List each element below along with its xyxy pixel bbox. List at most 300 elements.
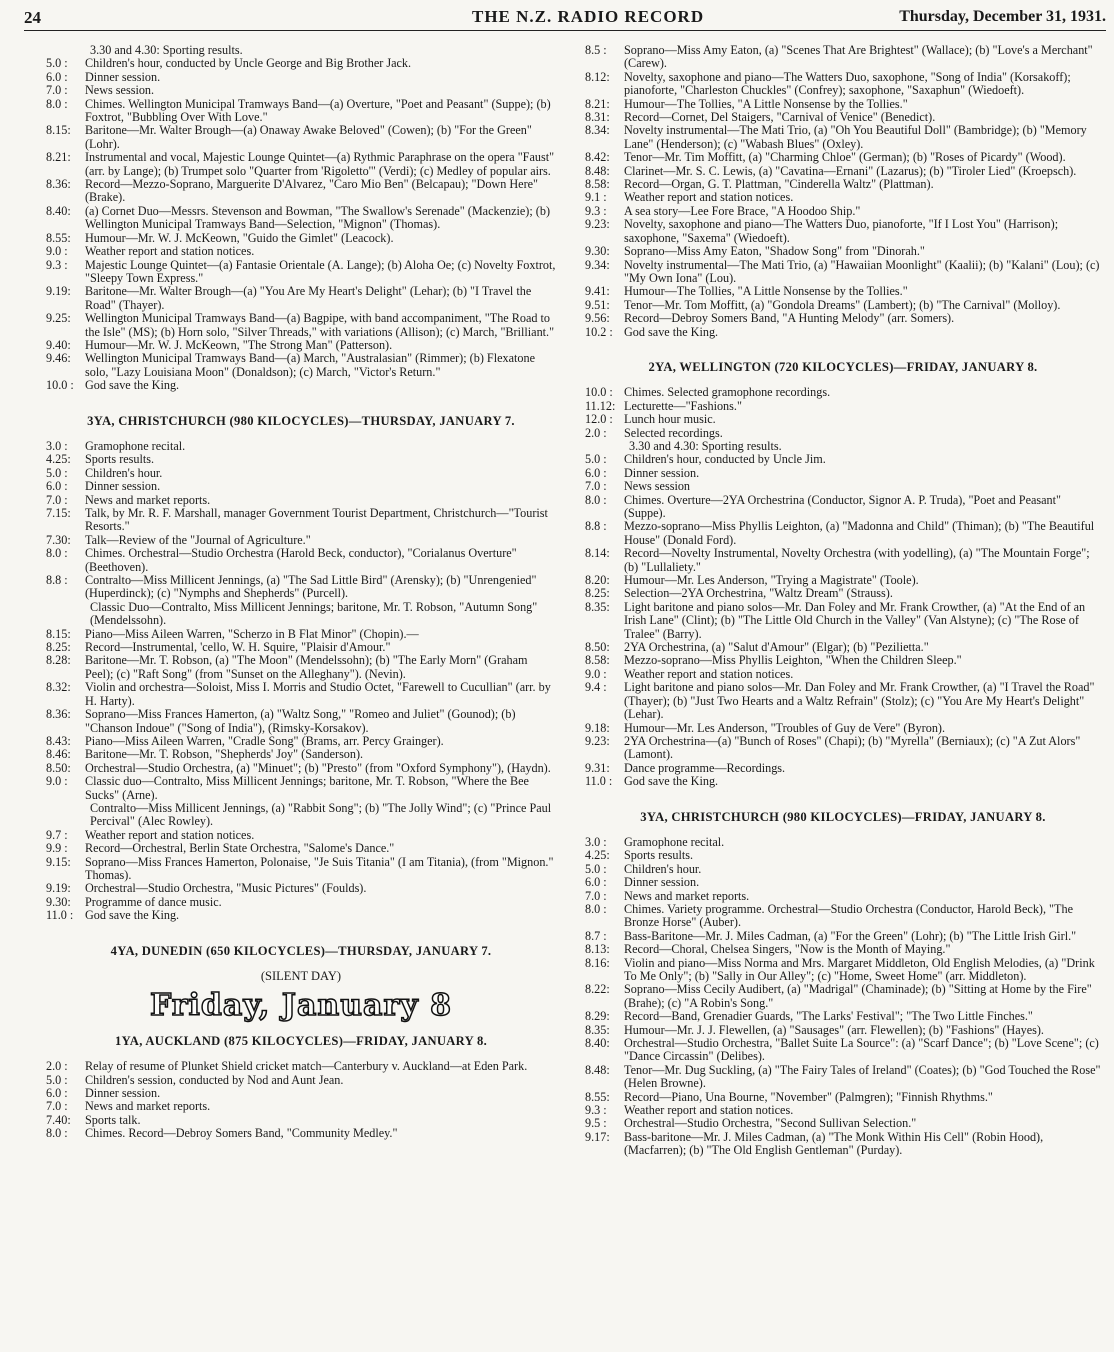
entry-text: Children's hour, conducted by Uncle George and Big Brother Jack.	[85, 56, 412, 71]
entry-text: Weather report and station notices.	[85, 244, 255, 259]
entry-text: Humour—Mr. Les Anderson, "Trying a Magistrate" (Toole).	[624, 573, 919, 588]
entry-text: Children's hour, conducted by Uncle Jim.	[624, 452, 826, 467]
entry-text: God save the King.	[624, 774, 719, 789]
programme-entry	[585, 601, 1101, 641]
entry-text: Piano—Miss Aileen Warren, "Cradle Song" (Brams, arr. Percy Grainger).	[85, 733, 444, 748]
programme-entry	[585, 111, 1101, 124]
entry-time: 6.0 :	[585, 465, 607, 480]
entry-text: Talk, by Mr. R. F. Marshall, manager Government Tourist Department, Christchurch—"Tourist Resorts."	[85, 506, 548, 534]
entry-time: 8.58:	[585, 653, 610, 668]
programme-entry	[585, 943, 1101, 956]
silent-day-note: (SILENT DAY)	[260, 969, 342, 983]
entry-text: Gramophone recital.	[85, 438, 186, 453]
entry-text: Orchestral—Studio Orchestra, (a) "Minuet"; (b) "Presto" (from "Oxford Symphony"), (Haydn).	[85, 760, 551, 775]
entry-time: 9.51:	[585, 297, 610, 312]
programme-entry	[585, 98, 1101, 111]
entry-text: Tenor—Mr. Tom Moffitt, (a) "Gondola Dreams" (Lambert); (b) "The Carnival" (Molloy).	[624, 297, 1061, 312]
programme-entry	[46, 842, 556, 855]
entry-time: 8.0 :	[585, 492, 607, 507]
masthead-title: THE N.Z. RADIO RECORD	[472, 7, 705, 26]
entry-time: 8.15:	[46, 626, 71, 641]
entry-time: 9.0 :	[585, 666, 607, 681]
entry-text: Classic Duo—Contralto, Miss Millicent Jennings; baritone, Mr. T. Robson, "Autumn Song" (Mendelssohn).	[90, 599, 538, 628]
entry-text: Lunch hour music.	[624, 412, 716, 427]
programme-entry	[585, 151, 1101, 164]
entry-time: 8.35:	[585, 1022, 610, 1037]
entry-text: Novelty instrumental—The Mati Trio, (a) "Hawaiian Moonlight" (Kaalii); (b) "Kalani" (Lou); (c) "My Own Iona" (Lou).	[624, 257, 1100, 285]
programme-entry	[46, 909, 556, 922]
programme-entry	[585, 547, 1101, 574]
entry-text: Chimes. Variety programme. Orchestral—Studio Orchestra (Conductor, Harold Beck), "The Bronze Horse" (Auber).	[624, 901, 1073, 930]
entry-time: 9.30:	[585, 244, 610, 259]
programme-entry	[585, 218, 1101, 245]
programme-entry	[46, 654, 556, 681]
page-number: 24	[24, 8, 41, 27]
programme-entry	[46, 534, 556, 547]
entry-text: Record—Piano, Una Bourne, "November" (Palmgren); "Finnish Rhythms."	[624, 1089, 993, 1104]
entry-time: 8.25:	[46, 640, 71, 655]
entry-text: Wellington Municipal Tramways Band—(a) Bagpipe, with band accompaniment, "The Road to the Isle" (MS); (b) Horn solo, "Silver Threads," with variations (Allison); (c) March, "Brilliant."	[85, 311, 555, 339]
left-column	[46, 44, 556, 1141]
entry-time: 3.0 :	[46, 438, 68, 453]
entry-text: Record—Band, Grenadier Guards, "The Larks' Festival"; "The Two Little Finches."	[624, 1009, 1033, 1024]
entry-text: Mezzo-soprano—Miss Phyllis Leighton, (a) "Madonna and Child" (Thiman); (b) "The Beautiful House" (Donald Ford).	[624, 519, 1095, 547]
entry-time: 10.0 :	[585, 385, 613, 400]
entry-text: Bass-baritone—Mr. J. Miles Cadman, (a) "The Monk Within His Cell" (Robin Hood), (Macfarren); (b) "The Old English Gentleman" (Purday).	[624, 1129, 1044, 1158]
programme-entry	[585, 903, 1101, 930]
entry-time: 8.34:	[585, 123, 610, 138]
entry-text: God save the King.	[85, 378, 180, 393]
entry-text: Orchestral—Studio Orchestra, "Second Sullivan Selection."	[624, 1116, 917, 1131]
programme-entry	[585, 735, 1101, 762]
entry-time: 9.3 :	[585, 1103, 607, 1118]
entry-time: 8.29:	[585, 1009, 610, 1024]
entry-text: Baritone—Mr. T. Robson, (a) "The Moon" (Mendelssohn); (b) "The Early Morn" (Graham Peel); (c) "Raft Song" (from "Sunset on the Alleghany"). (Nevin).	[85, 653, 528, 681]
programme-entry	[585, 71, 1101, 98]
programme-entry	[46, 748, 556, 761]
programme-entry	[46, 601, 556, 628]
programme-entry	[46, 178, 556, 205]
entry-time: 8.0 :	[46, 1126, 68, 1141]
programme-entry	[585, 1104, 1101, 1117]
programme-entry	[46, 735, 556, 748]
programme-entry	[585, 480, 1101, 493]
entry-time: 2.0 :	[585, 425, 607, 440]
entry-time: 5.0 :	[46, 1072, 68, 1087]
entry-time: 5.0 :	[46, 465, 68, 480]
entry-time: 10.0 :	[46, 378, 74, 393]
programme-entry	[46, 379, 556, 392]
programme-entry	[46, 98, 556, 125]
programme-entry	[585, 520, 1101, 547]
entry-text: Soprano—Miss Frances Hamerton, Polonaise, "Je Suis Titania" (I am Titania), (from "Mignon." Thomas).	[85, 854, 554, 882]
entry-text: Novelty instrumental—The Mati Trio, (a) "Oh You Beautiful Doll" (Bambridge); (b) "Memory Lane" (Henderson); (c) "Wabash Blues" (Oxley).	[624, 123, 1087, 151]
entry-time: 9.0 :	[46, 244, 68, 259]
programme-entry	[585, 681, 1101, 721]
entry-text: Dinner session.	[85, 479, 161, 494]
programme-entry	[585, 178, 1101, 191]
entry-text: Piano—Miss Aileen Warren, "Scherzo in B Flat Minor" (Chopin).—	[85, 626, 419, 641]
programme-entry	[585, 775, 1101, 788]
entry-text: Humour—Mr. W. J. McKeown, "Guido the Gimlet" (Leacock).	[85, 230, 394, 245]
entry-time: 9.23:	[585, 217, 610, 232]
entry-time: 8.0 :	[46, 96, 68, 111]
entry-text: Soprano—Miss Frances Hamerton, (a) "Waltz Song," "Romeo and Juliet" (Gounod); (b) "Chanson Indoue" ("Song of India"), (Rimsky-Korsakov).	[85, 707, 516, 735]
entry-time: 9.46:	[46, 351, 71, 366]
entry-time: 4.25:	[585, 848, 610, 863]
entry-text: Dinner session.	[85, 69, 161, 84]
programme-entry	[585, 386, 1101, 399]
programme-entry	[46, 628, 556, 641]
entry-time: 4.25:	[46, 452, 71, 467]
entry-time: 8.42:	[585, 150, 610, 165]
programme-entry	[46, 829, 556, 842]
right-column	[585, 44, 1101, 1158]
programme-entry	[46, 71, 556, 84]
entry-text: Tenor—Mr. Dug Suckling, (a) "The Fairy Tales of Ireland" (Coates); (b) "God Touched the Rose" (Helen Browne).	[624, 1062, 1101, 1091]
entry-time: 9.3 :	[46, 257, 68, 272]
programme-entry	[585, 400, 1101, 413]
entry-time: 8.8 :	[46, 573, 68, 588]
entry-time: 10.2 :	[585, 324, 613, 339]
entry-time: 8.28:	[46, 653, 71, 668]
programme-entry	[46, 285, 556, 312]
entry-text: God save the King.	[85, 908, 180, 923]
entry-time: 6.0 :	[46, 1086, 68, 1101]
programme-entry	[585, 44, 1101, 71]
programme-entry	[46, 467, 556, 480]
programme-entry	[585, 205, 1101, 218]
entry-text: Novelty, saxophone and piano—The Watters Duo, pianoforte, "If I Lost You" (Harrison); saxophone, "Saxema" (Wiedoeft).	[624, 217, 1059, 245]
programme-entry	[46, 641, 556, 654]
entry-time: 9.18:	[585, 720, 610, 735]
entry-text: Relay of resume of Plunket Shield cricket match—Canterbury v. Auckland—at Eden Park.	[85, 1059, 528, 1074]
programme-entry	[46, 1114, 556, 1127]
programme-entry	[46, 708, 556, 735]
programme-entry	[585, 876, 1101, 889]
entry-time: 7.0 :	[585, 888, 607, 903]
entry-time: 9.56:	[585, 311, 610, 326]
entry-time: 9.19:	[46, 881, 71, 896]
entry-time: 8.25:	[585, 586, 610, 601]
entry-time: 8.20:	[585, 573, 610, 588]
entry-time: 8.7 :	[585, 928, 607, 943]
entry-text: Lecturette—"Fashions."	[624, 398, 742, 413]
programme-entry	[46, 339, 556, 352]
programme-entry	[585, 1117, 1101, 1130]
programme-entry	[46, 259, 556, 286]
programme-entry	[46, 1100, 556, 1113]
entry-text: Children's hour.	[85, 465, 163, 480]
programme-entry	[585, 762, 1101, 775]
programme-entry	[46, 453, 556, 466]
entry-time: 9.1 :	[585, 190, 607, 205]
programme-entry	[46, 762, 556, 775]
programme-entry	[46, 681, 556, 708]
entry-time: 8.14:	[585, 546, 610, 561]
entry-text: Sports talk.	[85, 1112, 141, 1127]
programme-entry	[46, 352, 556, 379]
page-header	[24, 4, 1106, 31]
entry-text: Chimes. Overture—2YA Orchestrina (Conductor, Signor A. P. Truda), "Poet and Peasant" (Suppe).	[624, 492, 1061, 520]
station-heading: 1YA, AUCKLAND (875 KILOCYCLES)—FRIDAY, JANUARY 8.	[114, 1033, 488, 1048]
entry-text: Chimes. Orchestral—Studio Orchestra (Harold Beck, conductor), "Corialanus Overture" (Beethoven).	[85, 546, 517, 574]
programme-entry	[585, 467, 1101, 480]
entry-text: Weather report and station notices.	[624, 666, 794, 681]
programme-entry	[585, 1131, 1101, 1158]
entry-text: 3.30 and 4.30: Sporting results.	[629, 438, 782, 453]
entry-text: Violin and orchestra—Soloist, Miss I. Morris and Studio Octet, "Farewell to Cucullian" (arr. by H. Harty).	[85, 680, 551, 708]
programme-entry	[46, 1074, 556, 1087]
entry-time: 8.8 :	[585, 519, 607, 534]
programme-entry	[46, 896, 556, 909]
entry-text: (a) Cornet Duo—Messrs. Stevenson and Bowman, "The Swallow's Serenade" (Mackenzie); (b) Wellington Municipal Tramways Band—Selection, "Mignon" (Thomas).	[85, 203, 550, 232]
entry-time: 8.48:	[585, 163, 610, 178]
entry-text: Humour—The Tollies, "A Little Nonsense by the Tollies."	[624, 96, 908, 111]
entry-time: 12.0 :	[585, 412, 613, 427]
programme-entry	[46, 57, 556, 70]
programme-entry	[585, 494, 1101, 521]
entry-text: Humour—The Tollies, "A Little Nonsense by the Tollies."	[624, 284, 908, 299]
entry-text: Chimes. Wellington Municipal Tramways Band—(a) Overture, "Poet and Peasant" (Suppe); (b) Foxtrot, "Bubbling Over With Love."	[85, 96, 551, 125]
programme-entry	[46, 507, 556, 534]
programme-entry	[585, 326, 1101, 339]
entry-text: Orchestral—Studio Orchestra, "Music Pictures" (Foulds).	[85, 881, 367, 896]
entry-text: Programme of dance music.	[85, 894, 222, 909]
programme-entry	[585, 312, 1101, 325]
programme-entry	[585, 890, 1101, 903]
programme-entry	[46, 856, 556, 883]
programme-entry	[585, 259, 1101, 286]
programme-entry	[585, 863, 1101, 876]
programme-entry	[46, 124, 556, 151]
programme-entry	[585, 440, 1101, 453]
entry-text: Record—Mezzo-Soprano, Marguerite D'Alvarez, "Caro Mio Ben" (Belcapau); "Down Here" (Brake).	[85, 177, 539, 205]
entry-text: Sports results.	[85, 452, 155, 467]
entry-text: Violin and piano—Miss Norma and Mrs. Margaret Middleton, Old English Melodies, (a) "Drink To Me Only"; (b) "Sally in Our Alley"; (c) "Home, Sweet Home" (arr. Middleton).	[624, 955, 1095, 983]
entry-text: Selection—2YA Orchestrina, "Waltz Dream" (Strauss).	[624, 586, 893, 601]
entry-time: 7.15:	[46, 506, 71, 520]
entry-text: Talk—Review of the "Journal of Agriculture."	[85, 532, 311, 547]
programme-entry	[46, 480, 556, 493]
entry-time: 11.12:	[585, 398, 616, 413]
entry-text: Baritone—Mr. Walter Brough—(a) Onaway Awake Beloved" (Cowen); (b) "For the Green" (Lohr).	[85, 123, 532, 151]
programme-entry	[585, 849, 1101, 862]
programme-entry	[585, 453, 1101, 466]
entry-text: Dinner session.	[85, 1086, 161, 1101]
entry-time: 5.0 :	[46, 56, 68, 71]
programme-entry	[585, 245, 1101, 258]
entry-time: 8.50:	[585, 640, 610, 655]
entry-time: 8.50:	[46, 760, 71, 775]
entry-text: Weather report and station notices.	[624, 1103, 794, 1118]
entry-text: Light baritone and piano solos—Mr. Dan Foley and Mr. Frank Crowther, (a) "At the End of an Irish Lane" (Clint); (b) "The Little Old Church in the Valley" (Van Alstyne); (c) "The Rose of Tralee" (Barry).	[624, 599, 1086, 641]
entry-time: 7.30:	[46, 532, 71, 547]
entry-time: 9.7 :	[46, 827, 68, 842]
entry-text: Dinner session.	[624, 875, 700, 890]
entry-time: 8.15:	[46, 123, 71, 138]
entry-text: Record—Orchestral, Berlin State Orchestra, "Salome's Dance."	[85, 841, 395, 856]
entry-time: 7.0 :	[46, 492, 68, 507]
programme-entry	[46, 205, 556, 232]
programme-entry	[585, 722, 1101, 735]
entry-text: Soprano—Miss Amy Eaton, (a) "Scenes That Are Brightest" (Wallace); (b) "Love's a Merchant" (Carew).	[624, 43, 1093, 71]
station-heading: 3YA, CHRISTCHURCH (980 KILOCYCLES)—FRIDAY, JANUARY 8.	[640, 809, 1046, 824]
entry-text: Selected recordings.	[624, 425, 723, 440]
entry-time: 9.31:	[585, 760, 610, 775]
programme-entry	[585, 1091, 1101, 1104]
entry-time: 8.21:	[585, 96, 610, 111]
entry-time: 6.0 :	[46, 479, 68, 494]
entry-text: Classic duo—Contralto, Miss Millicent Jennings; baritone, Mr. T. Robson, "Where the Bee Sucks" (Arne).	[85, 774, 529, 802]
programme-entry	[585, 668, 1101, 681]
entry-text: News session.	[85, 83, 155, 98]
entry-text: Soprano—Miss Cecily Audibert, (a) "Madrigal" (Chaminade); (b) "Sitting at Home by the Fire" (Brahe); (c) "A Robin's Song."	[624, 982, 1092, 1010]
programme-entry	[585, 836, 1101, 849]
entry-text: Sports results.	[624, 848, 694, 863]
entry-time: 9.23:	[585, 733, 610, 748]
programme-entry	[585, 957, 1101, 984]
entry-time: 6.0 :	[46, 69, 68, 84]
entry-text: Majestic Lounge Quintet—(a) Fantasie Orientale (A. Lange); (b) Aloha Oe; (c) Novelty Foxtrot, "Sleepy Town Express."	[85, 257, 556, 285]
programme-entry	[585, 413, 1101, 426]
programme-entry	[585, 574, 1101, 587]
issue-date: Thursday, December 31, 1931.	[899, 8, 1106, 25]
programme-entry	[585, 427, 1101, 440]
station-heading: 3YA, CHRISTCHURCH (980 KILOCYCLES)—THURSDAY, JANUARY 7.	[87, 413, 515, 428]
entry-text: Soprano—Miss Amy Eaton, "Shadow Song" from "Dinorah."	[624, 244, 925, 259]
programme-entry	[46, 494, 556, 507]
programme-entry	[585, 1064, 1101, 1091]
entry-time: 7.0 :	[585, 479, 607, 494]
entry-time: 8.21:	[46, 150, 71, 165]
entry-text: Mezzo-soprano—Miss Phyllis Leighton, "When the Children Sleep."	[624, 653, 962, 668]
entry-text: Children's session, conducted by Nod and Aunt Jean.	[85, 1072, 344, 1087]
entry-text: Record—Debroy Somers Band, "A Hunting Melody" (arr. Somers).	[624, 311, 955, 326]
entry-text: Record—Novelty Instrumental, Novelty Orchestra (with yodelling), (a) "The Mountain Forge"; (b) "Lullaliety."	[624, 546, 1090, 574]
programme-entry	[46, 151, 556, 178]
entry-text: Instrumental and vocal, Majestic Lounge Quintet—(a) Rythmic Paraphrase on the opera "Faust" (arr. by Lange); (b) Trumpet solo "Quarter from 'Rigoletto'" (Verdi); (c) Medley of popular airs.	[85, 150, 555, 178]
entry-time: 11.0 :	[46, 908, 74, 923]
entry-time: 8.48:	[585, 1062, 610, 1077]
day-heading: Friday, January 8	[149, 988, 453, 1024]
entry-time: 9.0 :	[46, 774, 68, 789]
entry-text: Weather report and station notices.	[85, 827, 255, 842]
entry-text: Humour—Mr. J. J. Flewellen, (a) "Sausages" (arr. Flewellen); (b) "Fashions" (Hayes).	[624, 1022, 1044, 1037]
entry-time: 9.5 :	[585, 1116, 607, 1131]
programme-entry	[585, 299, 1101, 312]
programme-entry	[585, 587, 1101, 600]
programme-entry	[585, 124, 1101, 151]
entry-text: Chimes. Record—Debroy Somers Band, "Community Medley."	[85, 1126, 398, 1141]
entry-text: Clarinet—Mr. S. C. Lewis, (a) "Cavatina—Ernani" (Lazarus); (b) "Tiroler Lied" (Kroepsch).	[624, 163, 1077, 178]
entry-time: 3.0 :	[585, 834, 607, 849]
entry-time: 8.36:	[46, 177, 71, 192]
entry-text: Light baritone and piano solos—Mr. Dan Foley and Mr. Frank Crowther, (a) "I Travel the Road" (Thayer); (b) "Just Two Hearts and a Waltz Refrain" (Stolz); (c) "You Are My Heart's Delight" (Lehar).	[624, 680, 1095, 722]
entry-time: 8.40:	[46, 203, 71, 218]
programme-entry	[46, 547, 556, 574]
programme-entry	[46, 312, 556, 339]
entry-time: 9.9 :	[46, 841, 68, 856]
programme-entry	[46, 882, 556, 895]
programme-entry	[46, 1087, 556, 1100]
entry-time: 9.19:	[46, 284, 71, 299]
programme-entry	[46, 775, 556, 802]
entry-text: News and market reports.	[85, 1099, 211, 1114]
entry-text: Orchestral—Studio Orchestra, "Ballet Suite La Source": (a) "Scarf Dance"; (b) "Love Scene"; (c) "Dance Circassin" (Delibes).	[624, 1036, 1099, 1064]
entry-time: 9.34:	[585, 257, 610, 272]
station-heading: 4YA, DUNEDIN (650 KILOCYCLES)—THURSDAY, JANUARY 7.	[110, 943, 492, 958]
entry-time: 9.30:	[46, 894, 71, 909]
programme-entry	[46, 574, 556, 601]
programme-entry	[585, 1037, 1101, 1064]
entry-time: 8.31:	[585, 110, 610, 125]
entry-time: 8.32:	[46, 680, 71, 695]
programme-entry	[585, 285, 1101, 298]
entry-time: 5.0 :	[585, 452, 607, 467]
programme-entry	[585, 930, 1101, 943]
entry-text: Dinner session.	[624, 465, 700, 480]
entry-time: 8.55:	[46, 230, 71, 245]
entry-time: 8.36:	[46, 707, 71, 722]
entry-time: 9.17:	[585, 1129, 610, 1144]
entry-text: Baritone—Mr. T. Robson, "Shepherds' Joy" (Sanderson).	[85, 747, 364, 762]
programme-entry	[46, 245, 556, 258]
entry-time: 11.0 :	[585, 774, 613, 789]
entry-time: 8.46:	[46, 747, 71, 762]
entry-time: 9.41:	[585, 284, 610, 299]
entry-text: News session	[624, 479, 691, 494]
entry-time: 9.15:	[46, 854, 71, 869]
entry-text: Wellington Municipal Tramways Band—(a) March, "Australasian" (Rimmer); (b) Flexatone solo, "Lazy Louisiana Moon" (Donaldson); (c) March, "Victor's Return."	[85, 351, 535, 379]
entry-text: Record—Cornet, Del Staigers, "Carnival of Venice" (Benedict).	[624, 110, 936, 125]
entry-time: 8.22:	[585, 982, 610, 997]
entry-text: News and market reports.	[85, 492, 211, 507]
entry-text: Dance programme—Recordings.	[624, 760, 786, 775]
entry-time: 9.3 :	[585, 203, 607, 218]
entry-text: Chimes. Selected gramophone recordings.	[624, 385, 831, 400]
entry-time: 8.16:	[585, 955, 610, 970]
entry-text: Weather report and station notices.	[624, 190, 794, 205]
entry-time: 7.0 :	[46, 1099, 68, 1114]
programme-entry	[46, 84, 556, 97]
entry-text: 3.30 and 4.30: Sporting results.	[90, 43, 243, 57]
programme-entry	[585, 191, 1101, 204]
entry-text: 2YA Orchestrina—(a) "Bunch of Roses" (Chapi); (b) "Myrella" (Berniaux); (c) "A Zut Alors" (Lamont).	[624, 733, 1081, 762]
entry-time: 8.58:	[585, 177, 610, 192]
entry-time: 2.0 :	[46, 1059, 68, 1074]
entry-time: 6.0 :	[585, 875, 607, 890]
entry-time: 8.40:	[585, 1036, 610, 1051]
entry-text: Contralto—Miss Millicent Jennings, (a) "The Sad Little Bird" (Arensky); (b) "Unrengenied" (Huperdinck); (c) "Nymphs and Shepherds" (Purcell).	[85, 573, 537, 601]
entry-time: 9.25:	[46, 311, 71, 326]
entry-text: Children's hour.	[624, 861, 702, 876]
programme-entry	[585, 654, 1101, 667]
programme-entry	[46, 44, 556, 57]
entry-time: 5.0 :	[585, 861, 607, 876]
programme-entry	[46, 232, 556, 245]
entry-text: Humour—Mr. W. J. McKeown, "The Strong Man" (Patterson).	[85, 337, 393, 352]
programme-entry	[585, 1024, 1101, 1037]
entry-text: God save the King.	[624, 324, 719, 339]
entry-time: 8.35:	[585, 599, 610, 614]
programme-entry	[46, 1127, 556, 1140]
entry-time: 8.43:	[46, 733, 71, 748]
entry-time: 8.5 :	[585, 43, 607, 57]
entry-text: Novelty, saxophone and piano—The Watters Duo, saxophone, "Song of India" (Korsakoff); pianoforte, "Charleston Chuckles" (Confrey); saxophone, "Saxaphun" (Wiedoeft).	[624, 69, 1071, 98]
entry-text: A sea story—Lee Fore Brace, "A Hoodoo Ship."	[624, 203, 861, 218]
entry-time: 8.55:	[585, 1089, 610, 1104]
